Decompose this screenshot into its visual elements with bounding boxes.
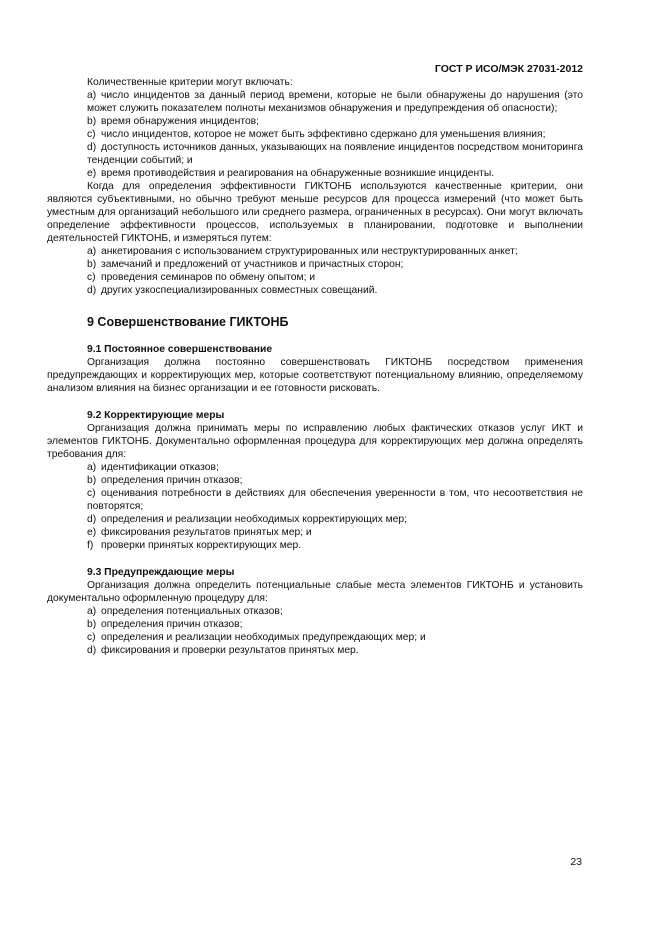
list-marker: c) — [87, 272, 96, 283]
quant-intro: Количественные критерии могут включать: — [87, 77, 293, 88]
list-marker: b) — [87, 475, 97, 486]
section-9-3-text: Организация должна определить потенциальные слабые места элементов ГИКТОНБ и установить документально оформленную процедуру для: — [47, 580, 583, 604]
section-9-1-text: Организация должна постоянно совершенствовать ГИКТОНБ посредством применения предупреждающих и корректирующих мер, которые соответствуют потенциальному влиянию, определяемому анализом влияния на бизнес организации и ее готовности рисковать. — [47, 357, 583, 394]
list-marker: c) — [87, 632, 96, 643]
list-marker: e) — [87, 527, 97, 538]
section-9-2-text: Организация должна принимать меры по исправлению любых фактических отказов услуг ИКТ и элементов ГИКТОНБ. Документально оформленная процедура для корректирующих мер должна определять требования для: — [47, 423, 583, 460]
qualitative-criteria-list — [47, 245, 583, 297]
list-item — [47, 284, 583, 297]
list-marker: b) — [87, 259, 97, 270]
list-marker: c) — [87, 488, 96, 499]
list-item — [47, 605, 583, 618]
list-item — [47, 167, 583, 180]
list-marker: d) — [87, 645, 97, 656]
page-number: 23 — [570, 856, 582, 868]
list-item-text: время противодействия и реагирования на обнаруженные возникшие инциденты. — [101, 168, 495, 179]
list-item-text: проведения семинаров по обмену опытом; и — [101, 272, 316, 283]
corrective-measures-list — [47, 461, 583, 552]
section-9-3-heading: 9.3 Предупреждающие меры — [87, 567, 235, 578]
list-item — [47, 115, 583, 128]
list-item — [47, 487, 583, 513]
list-item — [47, 631, 583, 644]
quantitative-criteria-list — [47, 89, 583, 180]
list-marker: a) — [87, 246, 97, 257]
list-item — [47, 539, 583, 552]
list-marker: e) — [87, 168, 97, 179]
list-item — [47, 526, 583, 539]
list-marker: b) — [87, 116, 97, 127]
list-item-text: идентификации отказов; — [101, 462, 219, 473]
list-marker: d) — [87, 514, 97, 525]
list-item-text: доступность источников данных, указывающих на появление инцидентов посредством мониторинга тенденции событий; и — [87, 142, 583, 166]
list-item — [47, 128, 583, 141]
list-item — [47, 618, 583, 631]
list-item — [47, 461, 583, 474]
list-marker: d) — [87, 142, 97, 153]
list-marker: c) — [87, 129, 96, 140]
list-item — [47, 513, 583, 526]
list-marker: a) — [87, 606, 97, 617]
list-item-text: фиксирования и проверки результатов принятых мер. — [101, 645, 359, 656]
list-item-text: проверки принятых корректирующих мер. — [101, 540, 302, 551]
list-item-text: определения потенциальных отказов; — [101, 606, 283, 617]
list-item — [47, 245, 583, 258]
list-item-text: определения и реализации необходимых предупреждающих мер; и — [101, 632, 426, 643]
list-marker: a) — [87, 462, 97, 473]
list-item — [47, 644, 583, 657]
section-9-2-heading: 9.2 Корректирующие меры — [87, 410, 225, 421]
list-marker: b) — [87, 619, 97, 630]
list-item — [47, 271, 583, 284]
list-item-text: определения причин отказов; — [101, 475, 243, 486]
preventive-measures-list — [47, 605, 583, 657]
section-9-heading: 9 Совершенствование ГИКТОНБ — [87, 315, 289, 329]
list-item-text: время обнаружения инцидентов; — [101, 116, 260, 127]
list-item-text: определения причин отказов; — [101, 619, 243, 630]
list-item-text: определения и реализации необходимых корректирующих мер; — [101, 514, 407, 525]
list-item-text: число инцидентов за данный период времени, которые не были обнаружены до нарушения (это может служить показателем полноты механизмов обнаружения и предупреждения об опасности); — [87, 90, 583, 114]
list-item — [47, 89, 583, 115]
list-item — [47, 258, 583, 271]
list-item-text: других узкоспециализированных совместных совещаний. — [101, 285, 378, 296]
list-item-text: замечаний и предложений от участников и причастных сторон; — [101, 259, 404, 270]
list-marker: f) — [87, 540, 94, 551]
section-9-1-heading: 9.1 Постоянное совершенствование — [87, 344, 273, 355]
qualitative-paragraph: Когда для определения эффективности ГИКТОНБ используются качественные критерии, они являются субъективными, но обычно требуют меньше ресурсов для процесса измерений (что может быть уместным для организаций небольшого или среднего размера, ограниченных в ресурсах). Они могут включать определение эффективности процессов, используемых в планировании, подготовке и выполнении деятельностей ГИКТОНБ, и измеряться путем: — [47, 181, 583, 244]
list-item-text: фиксирования результатов принятых мер; и — [101, 527, 312, 538]
list-item-text: анкетирования с использованием структурированных или неструктурированных анкет; — [101, 246, 518, 257]
list-item — [47, 474, 583, 487]
list-item — [47, 141, 583, 167]
list-marker: a) — [87, 90, 97, 101]
document-header: ГОСТ Р ИСО/МЭК 27031-2012 — [434, 63, 583, 75]
list-item-text: число инцидентов, которое не может быть эффективно сдержано для уменьшения влияния; — [101, 129, 546, 140]
page-content — [47, 76, 583, 657]
list-item-text: оценивания потребности в действиях для обеспечения уверенности в том, что несоответствия не повторятся; — [87, 488, 583, 512]
list-marker: d) — [87, 285, 97, 296]
